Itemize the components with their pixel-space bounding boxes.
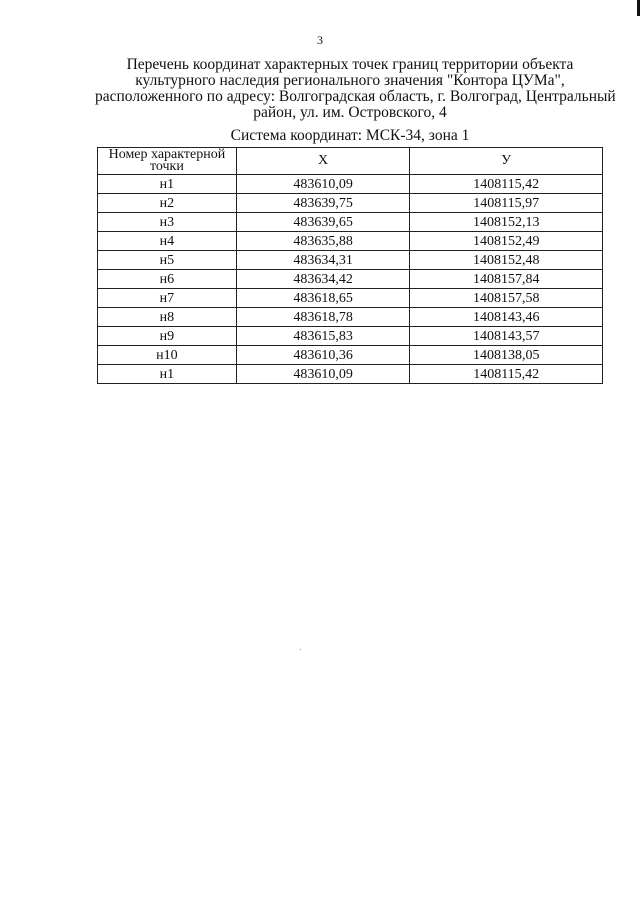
y-value: 1408115,97 [410, 194, 603, 213]
table-row [98, 289, 603, 308]
document-heading [95, 56, 616, 121]
point-name: н5 [98, 251, 237, 270]
point-name: н1 [98, 175, 237, 194]
header-point-number: Номер характерной точки [98, 148, 237, 175]
x-value: 483639,65 [236, 213, 410, 232]
x-value: 483634,31 [236, 251, 410, 270]
table-row [98, 194, 603, 213]
table-header-row [98, 148, 603, 175]
table-row [98, 346, 603, 365]
point-name: н7 [98, 289, 237, 308]
point-name: н1 [98, 365, 237, 384]
x-value: 483610,09 [236, 175, 410, 194]
point-name: н6 [98, 270, 237, 289]
x-value: 483639,75 [236, 194, 410, 213]
x-value: 483615,83 [236, 327, 410, 346]
point-name: н9 [98, 327, 237, 346]
y-value: 1408152,13 [410, 213, 603, 232]
y-value: 1408115,42 [410, 365, 603, 384]
y-value: 1408115,42 [410, 175, 603, 194]
x-value: 483618,65 [236, 289, 410, 308]
heading-line: расположенного по адресу: Волгоградская область, г. Волгоград, Центральный [95, 88, 616, 105]
table-row [98, 213, 603, 232]
y-value: 1408138,05 [410, 346, 603, 365]
coordinates-table [97, 147, 603, 384]
page-number: 3 [317, 33, 323, 47]
header-x: X [236, 148, 410, 175]
point-name: н3 [98, 213, 237, 232]
table-row [98, 251, 603, 270]
point-name: н4 [98, 232, 237, 251]
heading-line: Перечень координат характерных точек границ территории объекта [126, 56, 574, 73]
y-value: 1408157,84 [410, 270, 603, 289]
header-y: У [410, 148, 603, 175]
heading-line: культурного наследия регионального значения "Контора ЦУМа", [135, 72, 565, 89]
point-name: н10 [98, 346, 237, 365]
table-row [98, 327, 603, 346]
x-value: 483610,36 [236, 346, 410, 365]
table-row [98, 175, 603, 194]
y-value: 1408152,48 [410, 251, 603, 270]
table-row [98, 270, 603, 289]
table-row [98, 232, 603, 251]
x-value: 483634,42 [236, 270, 410, 289]
scan-speck [300, 649, 301, 650]
heading-line: район, ул. им. Островского, 4 [253, 104, 447, 121]
y-value: 1408152,49 [410, 232, 603, 251]
table-row [98, 365, 603, 384]
point-name: н2 [98, 194, 237, 213]
point-name: н8 [98, 308, 237, 327]
x-value: 483618,78 [236, 308, 410, 327]
y-value: 1408143,57 [410, 327, 603, 346]
y-value: 1408157,58 [410, 289, 603, 308]
coordinate-system-caption: Система координат: МСК-34, зона 1 [230, 127, 470, 144]
table-row [98, 308, 603, 327]
x-value: 483635,88 [236, 232, 410, 251]
y-value: 1408143,46 [410, 308, 603, 327]
x-value: 483610,09 [236, 365, 410, 384]
